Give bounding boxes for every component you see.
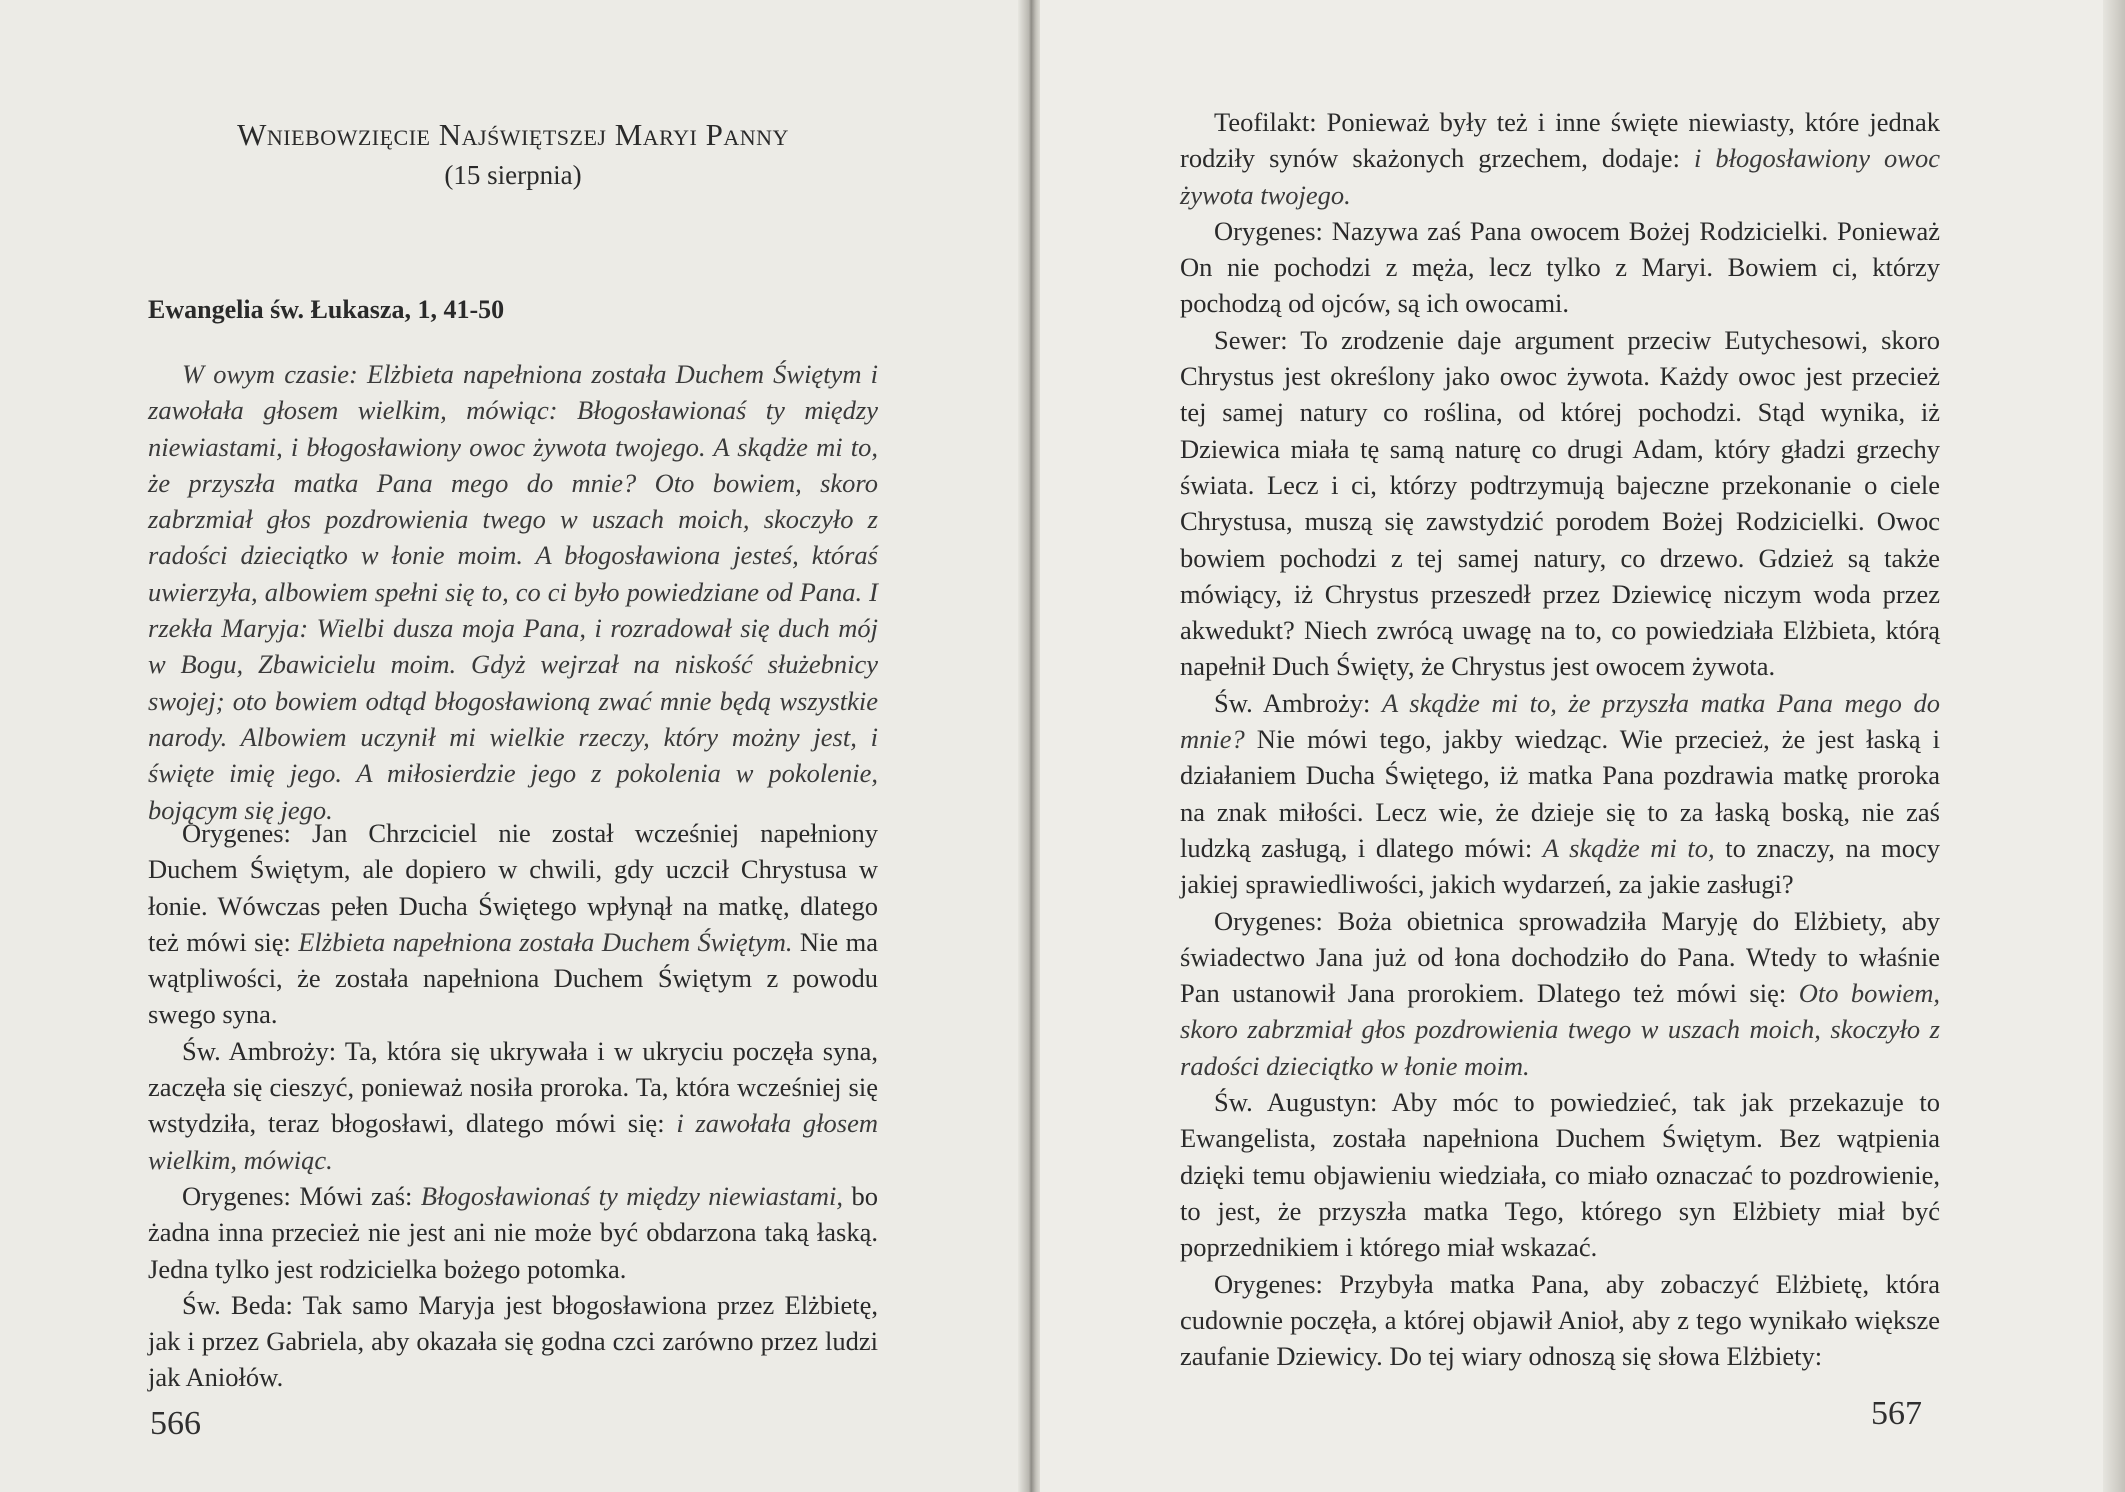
commentary-paragraph: [1180, 104, 1940, 213]
commentary-right: [1180, 104, 1940, 1374]
paragraph-text: Św. Ambroży: Ta, która się ukrywała i w ukryciu poczęła syna, zaczęła się cieszyć, ponieważ nosiła proroka. Ta, która wcześniej się wstydziła, teraz błogosławi, dlatego mówi się:: [148, 1035, 878, 1139]
paragraph-text: Nie ma wątpliwości, że została napełniona Duchem Świętym z powodu swego syna.: [148, 926, 878, 1030]
commentary-paragraph: Orygenes: Przybyła matka Pana, aby zobaczyć Elżbietę, która cudownie poczęła, a której objawił Anioł, aby z tego wynikało większe zaufanie Dziewicy. Do tej wiary odnoszą się słowa Elżbiety:: [1180, 1268, 1940, 1372]
gospel-heading: Ewangelia św. Łukasza, 1, 41-50: [148, 295, 505, 324]
paragraph-text: Orygenes: Mówi zaś:: [182, 1180, 421, 1211]
commentary-paragraph: [148, 815, 878, 1033]
commentary-paragraph: [1180, 685, 1940, 903]
paragraph-text: Orygenes: Boża obietnica sprowadziła Maryję do Elżbiety, aby świadectwo Jana już od łona dochodziło do Pana. Wtedy to właśnie Pan ustanowił Jana prorokiem. Dlatego też mówi się:: [1180, 905, 1940, 1009]
page-number-left: 566: [150, 1405, 201, 1442]
commentary-left: [148, 815, 878, 1396]
quoted-text: i zawołała głosem wielkim, mówiąc.: [148, 1108, 879, 1175]
quoted-text: Błogosławionaś ty między niewiastami,: [420, 1180, 844, 1211]
left-page: [0, 0, 1030, 1492]
commentary-paragraph: [148, 1033, 878, 1178]
paragraph-text: Orygenes: Jan Chrzciciel nie został wcześniej napełniony Duchem Świętym, ale dopiero w chwili, gdy uczcił Chrystusa w łonie. Wówczas pełen Ducha Świętego wpłynął na matkę, dlatego też mówi się:: [148, 818, 878, 957]
book-gutter: [1018, 0, 1042, 1492]
paragraph-text: Św. Ambroży:: [1214, 687, 1382, 718]
commentary-paragraph: [1180, 903, 1940, 1084]
paragraph-text: Nie mówi tego, jakby wiedząc. Wie przecież, że jest łaską i działaniem Ducha Świętego, iż matka Pana pozdrawia matkę proroka na znak miłości. Lecz wie, że dzieje się to za łaską boską, nie zaś ludzką zasługą, i dlatego mówi:: [1180, 724, 1940, 863]
page-number-right: 567: [1871, 1395, 1922, 1432]
commentary-paragraph: Sewer: To zrodzenie daje argument przeciw Eutychesowi, skoro Chrystus jest określony jako owoc żywota. Każdy owoc jest przecież tej samej natury co roślina, od której pochodzi. Stąd wynika, iż Dziewica miała tę samą naturę co drugi Adam, który gładzi grzechy świata. Lecz i ci, którzy podtrzymują bajeczne przekonanie o ciele Chrystusa, muszą się zawstydzić porodem Bożej Rodzicielki. Owoc bowiem pochodzi z tej samej natury, co drzewo. Gdzież są także mówiący, iż Chrystus przeszedł przez Dziewicę niczym woda przez akwedukt? Niech zwrócą uwagę na to, co powiedziała Elżbieta, którą napełnił Duch Święty, że Chrystus jest owocem żywota.: [1180, 324, 1940, 682]
quoted-text: i błogosławiony owoc żywota twojego.: [1180, 143, 1940, 210]
right-page: [1040, 0, 2125, 1492]
quoted-text: Oto bowiem, skoro zabrzmiał głos pozdrowienia twego w uszach moich, skoczyło z radości dzieciątko w łonie moim.: [1180, 978, 1940, 1081]
commentary-paragraph: [148, 1178, 878, 1287]
commentary-paragraph: Św. Beda: Tak samo Maryja jest błogosławiona przez Elżbietę, jak i przez Gabriela, aby okazała się godna czci zarówno przez ludzi jak Aniołów.: [148, 1289, 878, 1393]
page-edge-shadow: [2103, 0, 2125, 1492]
paragraph-text: bo żadna inna przecież nie jest ani nie może być obdarzona taką łaską. Jedna tylko jest rodzicielka bożego potomka.: [148, 1180, 878, 1284]
gospel-paragraph: W owym czasie: Elżbieta napełniona została Duchem Świętym i zawołała głosem wielkim, mówiąc: Błogosławionaś ty między niewiastami, i błogosławiony owoc żywota twojego. A skądże mi to, że przyszła matka Pana mego do mnie? Oto bowiem, skoro zabrzmiał głos pozdrowienia twego w uszach moich, skoczyło z radości dzieciątko w łonie moim. A błogosławiona jesteś, któraś uwierzyła, albowiem spełni się to, co ci było powiedziane od Pana. I rzekła Maryja: Wielbi dusza moja Pana, i rozradował się duch mój w Bogu, Zbawicielu moim. Gdyż wejrzał na niskość służebnicy swojej; oto bowiem odtąd błogosławioną zwać mnie będą wszystkie narody. Albowiem uczynił mi wielkie rzeczy, który możny jest, i święte imię jego. A miłosierdzie jego z pokolenia w pokolenie, bojącym się jego.: [148, 359, 878, 825]
quoted-text: A skądże mi to, że przyszła matka Pana mego do mnie?: [1180, 687, 1940, 755]
commentary-paragraph: Św. Augustyn: Aby móc to powiedzieć, tak jak przekazuje to Ewangelista, została napełniona Duchem Świętym. Bez wątpienia dzięki temu objawieniu wiedziała, co miało oznaczać to pozdrowienie, to jest, że przyszła matka Tego, którego syn Elżbiety miał być poprzednikiem i którego miał wskazać.: [1180, 1087, 1940, 1263]
gospel-text: [148, 356, 878, 828]
quoted-text: Elżbieta napełniona została Duchem Świętym.: [298, 926, 793, 957]
paragraph-text: Teofilakt: Ponieważ były też i inne święte niewiasty, które jednak rodziły synów skażonych grzechem, dodaje:: [1180, 107, 1940, 174]
quoted-text: A skądże mi to,: [1542, 832, 1715, 863]
chapter-date: (15 sierpnia): [444, 160, 582, 190]
commentary-paragraph: Orygenes: Nazywa zaś Pana owocem Bożej Rodzicielki. Ponieważ On nie pochodzi z męża, lecz tylko z Maryi. Bowiem ci, którzy pochodzą od ojców, są ich owocami.: [1180, 215, 1940, 319]
paragraph-text: to znaczy, na mocy jakiej sprawiedliwości, jakich wydarzeń, za jakie zasługi?: [1180, 832, 1940, 900]
chapter-title: Wniebowzięcie Najświętszej Maryi Panny: [237, 117, 789, 152]
